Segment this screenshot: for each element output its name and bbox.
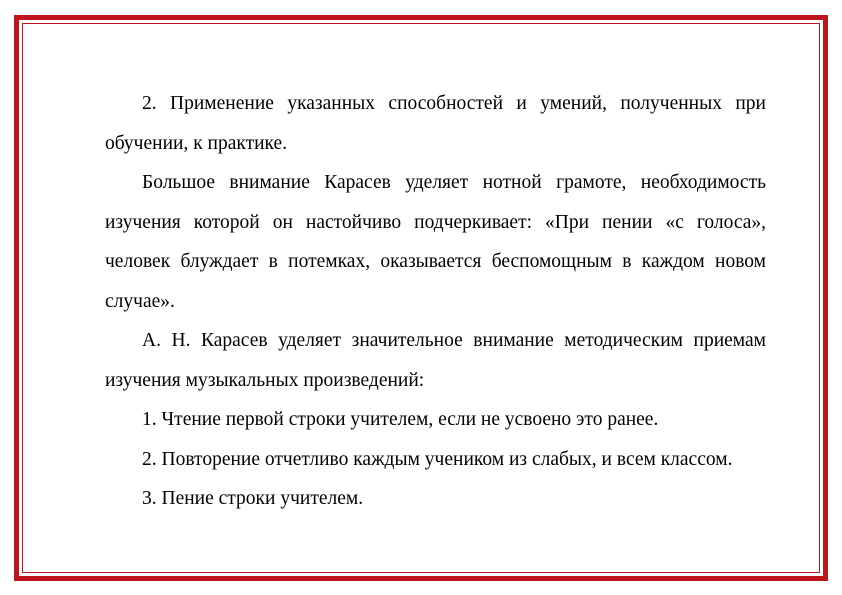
paragraph-step-2: 2. Повторение отчетливо каждым учеником из слабых, и всем классом.	[142, 448, 733, 470]
paragraph-music-literacy: Большое внимание Карасев уделяет нотной грамоте, необходимость изучения которой он настойчиво подчеркивает: «При пении «с голоса», человек блуждает в потемках, оказывается беспомощным в каждом новом случае».	[105, 172, 766, 312]
paragraph-step-3: 3. Пение строки учителем.	[142, 488, 364, 509]
paragraph-application-practice: 2. Применение указанных способностей и умений, полученных при обучении, к практике.	[105, 93, 766, 154]
paragraph-methodical-techniques: А. Н. Карасев уделяет значительное внимание методическим приемам изучения музыкальных произведений:	[105, 330, 766, 391]
slide-text-body	[105, 84, 766, 519]
paragraph-step-1: 1. Чтение первой строки учителем, если не усвоено это ранее.	[142, 409, 659, 430]
